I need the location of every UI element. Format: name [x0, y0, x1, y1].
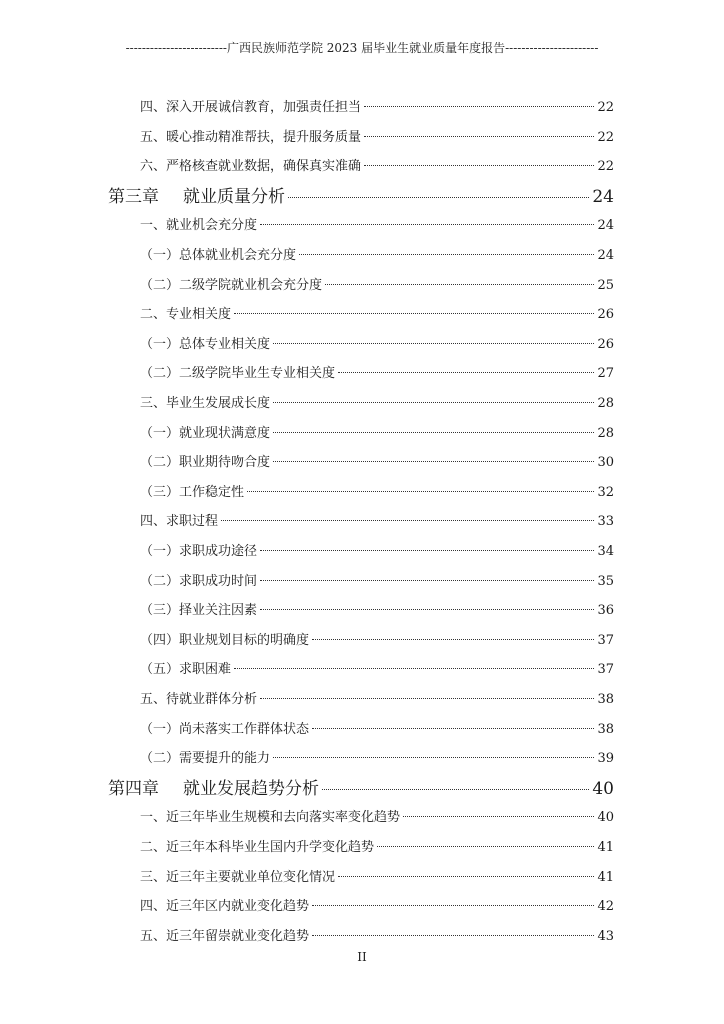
- toc-chapter-label: 第三章: [108, 186, 159, 207]
- toc-entry-title: （三）择业关注因素: [140, 603, 258, 619]
- toc-page-number: 36: [597, 603, 614, 619]
- toc-chapter-label: 第四章: [108, 778, 159, 799]
- toc-section-entry[interactable]: [140, 688, 614, 707]
- toc-section-entry[interactable]: [140, 836, 614, 855]
- toc-subsection-entry[interactable]: [140, 718, 614, 737]
- toc-dot-leader: [260, 224, 594, 225]
- toc-page-number: 25: [597, 277, 614, 293]
- toc-entry-title: 五、近三年留崇就业变化趋势: [140, 928, 310, 944]
- toc-dot-leader: [273, 432, 594, 433]
- toc-section-entry[interactable]: [140, 155, 614, 174]
- toc-dot-leader: [221, 520, 594, 521]
- toc-section-entry[interactable]: [140, 126, 614, 145]
- toc-dot-leader: [403, 816, 594, 817]
- toc-section-entry[interactable]: [140, 392, 614, 411]
- toc-subsection-entry[interactable]: [140, 599, 614, 618]
- toc-subsection-entry[interactable]: [140, 333, 614, 352]
- toc-entry-title: 六、严格核查就业数据，确保真实准确: [140, 159, 362, 175]
- toc-subsection-entry[interactable]: [140, 540, 614, 559]
- toc-dot-leader: [338, 876, 594, 877]
- toc-dot-leader: [260, 698, 594, 699]
- toc-page-number: 35: [597, 573, 614, 589]
- toc-page-number: 26: [597, 307, 614, 323]
- toc-dot-leader: [273, 757, 594, 758]
- toc-section-entry[interactable]: [140, 510, 614, 529]
- toc-page-number: 34: [597, 544, 614, 559]
- toc-page-number: 26: [597, 336, 614, 352]
- toc-entry-title: [108, 182, 285, 207]
- toc-page-number: 22: [597, 159, 614, 175]
- toc-entry-title: 四、近三年区内就业变化趋势: [140, 899, 310, 915]
- toc-page-number: 28: [597, 425, 614, 441]
- toc-dot-leader: [288, 197, 589, 198]
- toc-entry-title: 二、专业相关度: [140, 307, 232, 323]
- toc-entry-title: 四、深入开展诚信教育，加强责任担当: [140, 100, 362, 115]
- toc-page-number: 40: [597, 810, 614, 826]
- toc-dot-leader: [260, 580, 594, 581]
- toc-section-entry[interactable]: [140, 895, 614, 914]
- toc-entry-title: 二、近三年本科毕业生国内升学变化趋势: [140, 840, 375, 855]
- toc-section-entry[interactable]: [140, 96, 614, 115]
- toc-dot-leader: [299, 254, 594, 255]
- toc-page-number: 43: [597, 928, 614, 944]
- toc-page-number: 41: [597, 840, 614, 855]
- toc-dot-leader: [312, 639, 594, 640]
- toc-subsection-entry[interactable]: [140, 481, 614, 500]
- page-header: -------------------------广西民族师范学院 2023 届毕业生就业质量年度报告-----------------------: [125, 41, 599, 55]
- toc-page-number: 22: [597, 129, 614, 145]
- toc-section-entry[interactable]: [140, 214, 614, 233]
- toc-dot-leader: [325, 284, 594, 285]
- toc-dot-leader: [364, 136, 594, 137]
- toc-page-number: 37: [597, 632, 614, 648]
- toc-section-entry[interactable]: [140, 866, 614, 885]
- toc-dot-leader: [377, 846, 594, 847]
- toc-dot-leader: [234, 313, 594, 314]
- toc-page-number: 24: [597, 248, 614, 263]
- toc-chapter-entry[interactable]: [108, 774, 614, 799]
- toc-entry-title: 一、近三年毕业生规模和去向落实率变化趋势: [140, 810, 401, 826]
- toc-dot-leader: [234, 668, 594, 669]
- toc-entry-title: （二）需要提升的能力: [140, 751, 271, 767]
- toc-page-number: 24: [592, 186, 614, 207]
- toc-entry-title: （五）求职困难: [140, 662, 232, 678]
- toc-entry-title: （二）二级学院就业机会充分度: [140, 277, 323, 293]
- toc-entry-title: （一）总体就业机会充分度: [140, 248, 297, 263]
- toc-page-number: 37: [597, 662, 614, 678]
- toc-entry-title: （一）尚未落实工作群体状态: [140, 721, 310, 737]
- toc-entry-title: 五、待就业群体分析: [140, 692, 258, 707]
- toc-dot-leader: [364, 106, 594, 107]
- toc-page-number: 30: [597, 455, 614, 471]
- toc-subsection-entry[interactable]: [140, 747, 614, 766]
- toc-page-number: 39: [597, 751, 614, 767]
- toc-dot-leader: [247, 491, 594, 492]
- toc-section-entry[interactable]: [140, 925, 614, 944]
- toc-page-number: 24: [597, 218, 614, 234]
- toc-page-number: 27: [597, 366, 614, 382]
- toc-subsection-entry[interactable]: [140, 244, 614, 263]
- page-number: II: [357, 950, 367, 964]
- toc-section-entry[interactable]: [140, 303, 614, 322]
- toc-dot-leader: [312, 935, 594, 936]
- toc-page-number: 41: [597, 869, 614, 885]
- toc-entry-title: [108, 774, 319, 799]
- toc-chapter-title: 就业质量分析: [183, 186, 285, 207]
- toc-entry-title: 四、求职过程: [140, 514, 219, 530]
- toc-entry-title: （一）总体专业相关度: [140, 336, 271, 352]
- toc-subsection-entry[interactable]: [140, 451, 614, 470]
- toc-entry-title: 五、暖心推动精准帮扶，提升服务质量: [140, 129, 362, 145]
- toc-page-number: 38: [597, 721, 614, 737]
- toc-dot-leader: [260, 609, 594, 610]
- toc-dot-leader: [273, 461, 594, 462]
- toc-subsection-entry[interactable]: [140, 658, 614, 677]
- toc-subsection-entry[interactable]: [140, 274, 614, 293]
- toc-dot-leader: [273, 402, 594, 403]
- toc-dot-leader: [312, 905, 594, 906]
- toc-dot-leader: [322, 789, 589, 790]
- toc-entry-title: （三）工作稳定性: [140, 484, 245, 500]
- toc-entry-title: （二）二级学院毕业生专业相关度: [140, 366, 336, 382]
- toc-dot-leader: [273, 343, 594, 344]
- toc-entry-title: （一）求职成功途径: [140, 544, 258, 559]
- toc-subsection-entry[interactable]: [140, 629, 614, 648]
- toc-entry-title: 一、就业机会充分度: [140, 218, 258, 234]
- toc-page-number: 33: [597, 514, 614, 530]
- toc-page-number: 32: [597, 484, 614, 500]
- toc-entry-title: （二）职业期待吻合度: [140, 455, 271, 471]
- toc-page-number: 22: [597, 100, 614, 115]
- toc-dot-leader: [312, 728, 594, 729]
- toc-entry-title: （四）职业规划目标的明确度: [140, 632, 310, 648]
- toc-dot-leader: [338, 372, 594, 373]
- toc-entry-title: （二）求职成功时间: [140, 573, 258, 589]
- toc-section-entry[interactable]: [140, 806, 614, 825]
- toc-subsection-entry[interactable]: [140, 422, 614, 441]
- toc-entry-title: 三、毕业生发展成长度: [140, 396, 271, 411]
- toc-entry-title: （一）就业现状满意度: [140, 425, 271, 441]
- toc-page-number: 38: [597, 692, 614, 707]
- toc-dot-leader: [260, 550, 594, 551]
- toc-chapter-title: 就业发展趋势分析: [183, 778, 319, 799]
- toc-page-number: 28: [597, 396, 614, 411]
- toc-page-number: 42: [597, 899, 614, 915]
- toc-page-number: 40: [592, 778, 614, 799]
- toc-entry-title: 三、近三年主要就业单位变化情况: [140, 869, 336, 885]
- toc-subsection-entry[interactable]: [140, 570, 614, 589]
- toc-dot-leader: [364, 165, 594, 166]
- toc-chapter-entry[interactable]: [108, 182, 614, 207]
- toc-subsection-entry[interactable]: [140, 362, 614, 381]
